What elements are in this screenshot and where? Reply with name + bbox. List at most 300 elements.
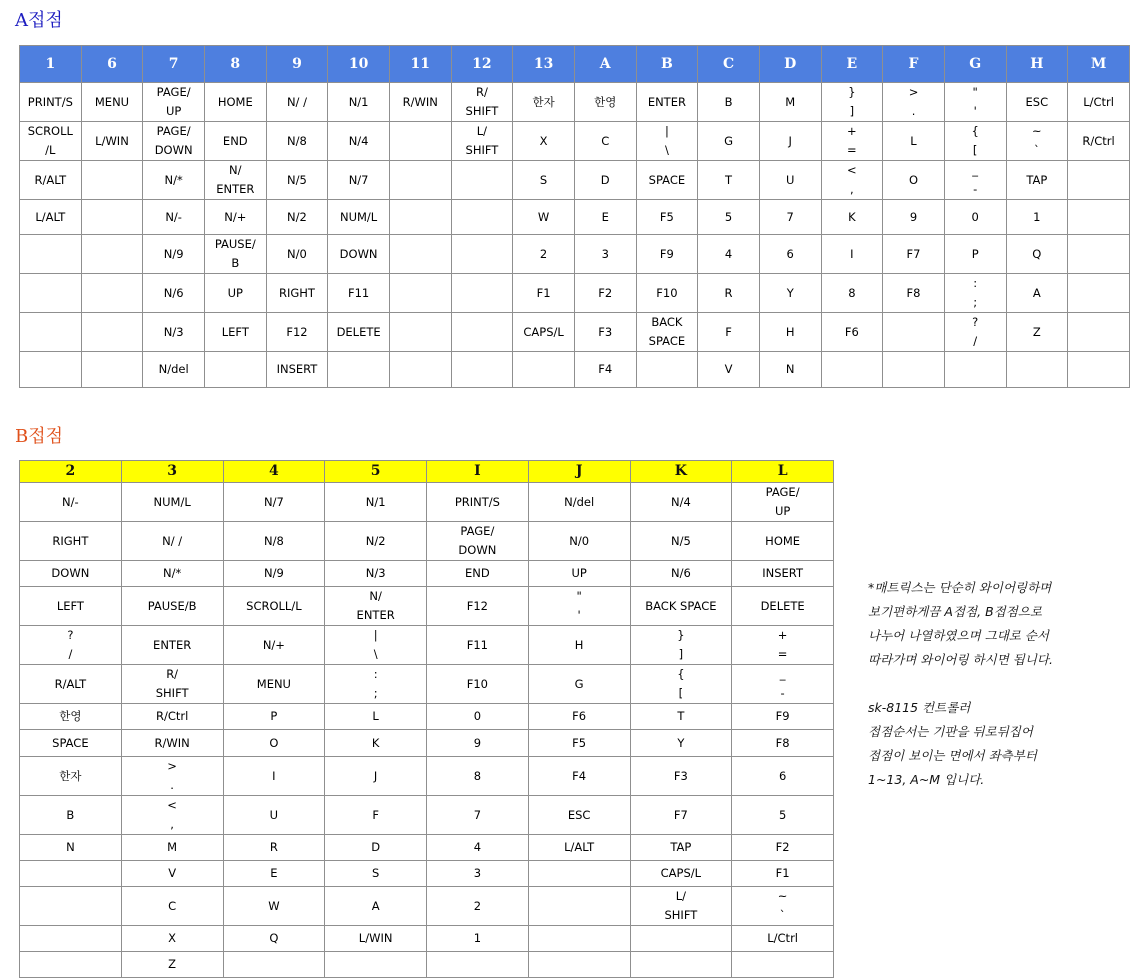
table-cell: F4 (574, 352, 636, 388)
table-cell: N (759, 352, 821, 388)
table-cell (1068, 313, 1130, 352)
table-cell (883, 352, 945, 388)
table-cell (451, 161, 513, 200)
column-header: 11 (389, 46, 451, 83)
table-cell (1068, 235, 1130, 274)
section-a-table (19, 45, 1130, 388)
table-cell: O (883, 161, 945, 200)
table-cell: G (528, 665, 630, 704)
table-cell (389, 274, 451, 313)
table-cell: N/0 (266, 235, 328, 274)
table-cell: L/WIN (81, 122, 143, 161)
table-cell: Q (1006, 235, 1068, 274)
table-cell: PAUSE/B (121, 587, 223, 626)
table-cell (1068, 200, 1130, 235)
table-cell: V (698, 352, 760, 388)
table-cell (325, 665, 427, 704)
cell-line: R/ (475, 85, 488, 99)
table-cell (732, 626, 834, 665)
table-cell: R/Ctrl (121, 704, 223, 730)
table-row (20, 757, 834, 796)
table-cell: N/2 (325, 522, 427, 561)
table-cell (20, 274, 82, 313)
table-cell (944, 274, 1006, 313)
table-cell: SPACE (20, 730, 122, 757)
cell-line: } (677, 628, 685, 642)
table-cell: HOME (204, 83, 266, 122)
table-cell: F9 (636, 235, 698, 274)
table-cell: 7 (427, 796, 529, 835)
cell-line: SHIFT (664, 908, 698, 922)
cell-line: UP (774, 504, 791, 518)
table-cell: F2 (732, 835, 834, 861)
table-cell (81, 352, 143, 388)
table-cell: N/ / (266, 83, 328, 122)
table-cell: L (325, 704, 427, 730)
cell-line: ' (973, 104, 977, 118)
cell-line: \ (373, 647, 378, 661)
table-cell: F7 (883, 235, 945, 274)
table-cell: SCROLL/L (223, 587, 325, 626)
table-cell (1068, 352, 1130, 388)
table-cell: X (121, 926, 223, 952)
table-cell: S (325, 861, 427, 887)
cell-line: = (777, 647, 788, 661)
column-header: E (821, 46, 883, 83)
table-cell: P (223, 704, 325, 730)
table-cell (20, 887, 122, 926)
table-cell: F10 (427, 665, 529, 704)
table-cell: END (204, 122, 266, 161)
cell-line: = (847, 143, 857, 157)
table-cell: F3 (574, 313, 636, 352)
column-header: 12 (451, 46, 513, 83)
table-cell: TAP (630, 835, 732, 861)
cell-line: ] (849, 104, 855, 118)
table-cell: RIGHT (266, 274, 328, 313)
table-cell: 1 (427, 926, 529, 952)
table-cell: B (698, 83, 760, 122)
table-cell (944, 161, 1006, 200)
table-cell: 2 (513, 235, 575, 274)
table-cell: 5 (698, 200, 760, 235)
table-cell: 한자 (20, 757, 122, 796)
column-header: 8 (204, 46, 266, 83)
column-header: J (528, 461, 630, 483)
cell-line: - (973, 182, 978, 196)
table-cell: N/del (528, 483, 630, 522)
table-row (20, 926, 834, 952)
table-cell (528, 587, 630, 626)
cell-line: + (847, 124, 857, 138)
table-cell (223, 952, 325, 978)
cell-line: \ (664, 143, 669, 157)
cell-line: ~ (777, 889, 788, 903)
table-cell: F (698, 313, 760, 352)
cell-line: - (780, 686, 785, 700)
table-cell: F8 (732, 730, 834, 757)
table-cell: O (223, 730, 325, 757)
table-cell (1006, 122, 1068, 161)
table-cell: R (223, 835, 325, 861)
table-cell (389, 352, 451, 388)
table-cell: 1 (1006, 200, 1068, 235)
table-cell: K (821, 200, 883, 235)
table-cell: 0 (944, 200, 1006, 235)
table-cell: M (759, 83, 821, 122)
table-cell: LEFT (204, 313, 266, 352)
table-cell: P (944, 235, 1006, 274)
table-cell (20, 352, 82, 388)
table-cell: F11 (427, 626, 529, 665)
table-cell (630, 887, 732, 926)
cell-line: < (847, 163, 857, 177)
table-row (20, 835, 834, 861)
cell-line: SHIFT (465, 143, 499, 157)
table-cell: C (121, 887, 223, 926)
table-cell: W (223, 887, 325, 926)
table-cell: N/6 (630, 561, 732, 587)
table-cell: K (325, 730, 427, 757)
note-line: 보기편하게끔 A접점, B접점으로 (868, 604, 1042, 619)
table-cell: UP (528, 561, 630, 587)
table-row (20, 861, 834, 887)
table-cell: NUM/L (328, 200, 390, 235)
table-cell (451, 352, 513, 388)
note-line: 접점이 보이는 면에서 좌측부터 (868, 748, 1037, 763)
section-a-body (20, 83, 1130, 388)
table-cell (528, 952, 630, 978)
table-cell: S (513, 161, 575, 200)
table-cell: N/del (143, 352, 205, 388)
cell-line: N/ (229, 163, 242, 177)
cell-line: PAGE/ (460, 524, 495, 538)
table-cell: 8 (821, 274, 883, 313)
column-header: D (759, 46, 821, 83)
table-cell: ESC (1006, 83, 1068, 122)
table-cell (821, 83, 883, 122)
cell-line: : (973, 276, 978, 290)
cell-line: / (973, 334, 978, 348)
note-line: 1~13, A~M 입니다. (868, 772, 985, 787)
table-cell: R/ALT (20, 161, 82, 200)
cell-line: | (664, 124, 669, 138)
table-cell: 9 (883, 200, 945, 235)
cell-line: " (576, 589, 582, 603)
table-cell: ENTER (636, 83, 698, 122)
table-cell: 9 (427, 730, 529, 757)
cell-line: B (231, 256, 240, 270)
table-cell (630, 952, 732, 978)
cell-line: ` (779, 908, 786, 922)
note-line: sk-8115 컨트롤러 (868, 700, 971, 715)
cell-line: + (777, 628, 788, 642)
table-cell: BACK SPACE (630, 587, 732, 626)
table-cell (81, 235, 143, 274)
table-cell: 한영 (574, 83, 636, 122)
table-row (20, 704, 834, 730)
table-cell: T (630, 704, 732, 730)
table-cell: N/2 (266, 200, 328, 235)
column-header: M (1068, 46, 1130, 83)
cell-line: SCROLL (27, 124, 73, 138)
table-cell: I (821, 235, 883, 274)
table-cell: 0 (427, 704, 529, 730)
table-cell: DOWN (20, 561, 122, 587)
table-cell: L/WIN (325, 926, 427, 952)
table-cell (20, 235, 82, 274)
table-cell: L/ALT (20, 200, 82, 235)
table-cell (528, 861, 630, 887)
table-cell (427, 522, 529, 561)
table-cell: TAP (1006, 161, 1068, 200)
table-row (20, 161, 1130, 200)
table-cell: PRINT/S (20, 83, 82, 122)
table-cell (451, 313, 513, 352)
table-cell: M (121, 835, 223, 861)
table-cell (389, 313, 451, 352)
table-cell (1068, 161, 1130, 200)
table-cell (451, 235, 513, 274)
table-cell: NUM/L (121, 483, 223, 522)
table-cell: F3 (630, 757, 732, 796)
table-cell: R/WIN (121, 730, 223, 757)
table-cell: Y (630, 730, 732, 757)
table-cell: N/* (121, 561, 223, 587)
table-cell (636, 122, 698, 161)
table-cell: N/8 (266, 122, 328, 161)
cell-line: SPACE (648, 334, 686, 348)
table-cell: V (121, 861, 223, 887)
table-row (20, 352, 1130, 388)
table-cell: ESC (528, 796, 630, 835)
table-row (20, 665, 834, 704)
cell-line: ~ (1032, 124, 1042, 138)
table-cell (732, 665, 834, 704)
table-cell: G (698, 122, 760, 161)
cell-line: R/ (166, 667, 179, 681)
table-cell (143, 122, 205, 161)
table-cell: F11 (328, 274, 390, 313)
table-cell: 4 (427, 835, 529, 861)
table-cell: INSERT (732, 561, 834, 587)
column-header: 5 (325, 461, 427, 483)
table-cell: U (223, 796, 325, 835)
column-header: L (732, 461, 834, 483)
table-cell (732, 483, 834, 522)
column-header: C (698, 46, 760, 83)
table-cell: CAPS/L (630, 861, 732, 887)
table-cell: N/9 (223, 561, 325, 587)
table-cell: SPACE (636, 161, 698, 200)
table-cell: F10 (636, 274, 698, 313)
table-row (20, 483, 834, 522)
table-cell (204, 161, 266, 200)
note-line: 따라가며 와이어링 하시면 됩니다. (868, 652, 1053, 667)
column-header: K (630, 461, 732, 483)
cell-line: PAUSE/ (214, 237, 256, 251)
table-cell (528, 887, 630, 926)
table-cell (630, 926, 732, 952)
table-cell: 3 (574, 235, 636, 274)
table-cell: L/Ctrl (732, 926, 834, 952)
section-b-table (19, 460, 834, 978)
column-header: 1 (20, 46, 82, 83)
table-cell: W (513, 200, 575, 235)
table-cell (513, 352, 575, 388)
cell-line: . (170, 778, 174, 792)
cell-line: _ (972, 163, 979, 177)
cell-line: L/ (476, 124, 488, 138)
cell-line: ENTER (356, 608, 395, 622)
cell-line: L/ (675, 889, 687, 903)
table-cell: N/4 (328, 122, 390, 161)
table-cell (1006, 352, 1068, 388)
table-cell (636, 313, 698, 352)
table-cell: 3 (427, 861, 529, 887)
cell-line: PAGE/ (765, 485, 800, 499)
cell-line: / (68, 647, 73, 661)
table-cell: PRINT/S (427, 483, 529, 522)
table-cell (821, 122, 883, 161)
table-row (20, 796, 834, 835)
section-a-header-row (20, 46, 1130, 83)
column-header: 4 (223, 461, 325, 483)
table-cell (143, 83, 205, 122)
table-row (20, 587, 834, 626)
column-header: A (574, 46, 636, 83)
table-cell: N (20, 835, 122, 861)
column-header: 10 (328, 46, 390, 83)
table-cell (451, 122, 513, 161)
table-cell: E (574, 200, 636, 235)
table-cell: HOME (732, 522, 834, 561)
table-cell: F7 (630, 796, 732, 835)
table-row (20, 952, 834, 978)
column-header: 6 (81, 46, 143, 83)
table-cell: F4 (528, 757, 630, 796)
table-cell (944, 83, 1006, 122)
cell-line: ? (972, 315, 979, 329)
table-cell: Z (121, 952, 223, 978)
table-cell (81, 200, 143, 235)
column-header: I (427, 461, 529, 483)
table-cell: F1 (513, 274, 575, 313)
table-row (20, 522, 834, 561)
column-header: 2 (20, 461, 122, 483)
table-cell: N/1 (328, 83, 390, 122)
table-cell: UP (204, 274, 266, 313)
table-cell (81, 274, 143, 313)
section-b-header-row (20, 461, 834, 483)
table-cell: H (759, 313, 821, 352)
cell-line: ] (678, 647, 684, 661)
cell-line: > (908, 85, 919, 99)
table-cell: N/ / (121, 522, 223, 561)
table-cell: 8 (427, 757, 529, 796)
table-cell: N/* (143, 161, 205, 200)
table-cell (20, 122, 82, 161)
table-row (20, 235, 1130, 274)
table-cell: N/0 (528, 522, 630, 561)
table-cell (121, 665, 223, 704)
cell-line: _ (779, 667, 786, 681)
cell-line: /L (45, 143, 56, 157)
column-header: F (883, 46, 945, 83)
table-cell: Y (759, 274, 821, 313)
table-cell (427, 952, 529, 978)
table-cell: N/7 (328, 161, 390, 200)
cell-line: > (167, 759, 177, 773)
table-cell (328, 352, 390, 388)
table-cell (81, 313, 143, 352)
cell-line: DOWN (154, 143, 193, 157)
table-cell: N/- (143, 200, 205, 235)
cell-line: < (167, 798, 177, 812)
cell-line: [ (678, 686, 684, 700)
cell-line: " (972, 85, 978, 99)
table-cell (821, 352, 883, 388)
table-cell: N/6 (143, 274, 205, 313)
table-cell (20, 313, 82, 352)
table-row (20, 730, 834, 757)
table-cell: 한영 (20, 704, 122, 730)
table-cell: L/ALT (528, 835, 630, 861)
cell-line: { (971, 124, 979, 138)
table-cell: N/3 (325, 561, 427, 587)
table-cell: F8 (883, 274, 945, 313)
column-header: B (636, 46, 698, 83)
note-line: *매트릭스는 단순히 와이어링하며 (868, 580, 1052, 595)
cell-line: ' (577, 608, 581, 622)
cell-line: : (373, 667, 378, 681)
table-cell (732, 887, 834, 926)
note-line: 접점순서는 기판을 뒤로뒤집어 (868, 724, 1033, 739)
cell-line: [ (972, 143, 978, 157)
table-cell (81, 161, 143, 200)
table-cell (20, 626, 122, 665)
table-cell: F12 (266, 313, 328, 352)
table-cell: Q (223, 926, 325, 952)
table-cell: N/9 (143, 235, 205, 274)
table-cell: C (574, 122, 636, 161)
cell-line: SHIFT (155, 686, 189, 700)
table-cell: R/Ctrl (1068, 122, 1130, 161)
table-row (20, 274, 1130, 313)
table-cell: N/8 (223, 522, 325, 561)
section-a-title: A접점 (15, 10, 63, 31)
table-cell (389, 235, 451, 274)
table-cell: CAPS/L (513, 313, 575, 352)
cell-line: . (911, 104, 916, 118)
table-row (20, 122, 1130, 161)
table-cell: N/+ (223, 626, 325, 665)
table-row (20, 887, 834, 926)
cell-line: , (850, 182, 854, 196)
table-cell (630, 665, 732, 704)
table-cell: U (759, 161, 821, 200)
table-cell (451, 200, 513, 235)
table-cell: L (883, 122, 945, 161)
table-cell: N/1 (325, 483, 427, 522)
table-cell: J (325, 757, 427, 796)
column-header: 3 (121, 461, 223, 483)
table-cell: F6 (821, 313, 883, 352)
table-cell: 7 (759, 200, 821, 235)
wiring-note (868, 576, 1143, 792)
section-b-body (20, 483, 834, 978)
column-header: G (944, 46, 1006, 83)
